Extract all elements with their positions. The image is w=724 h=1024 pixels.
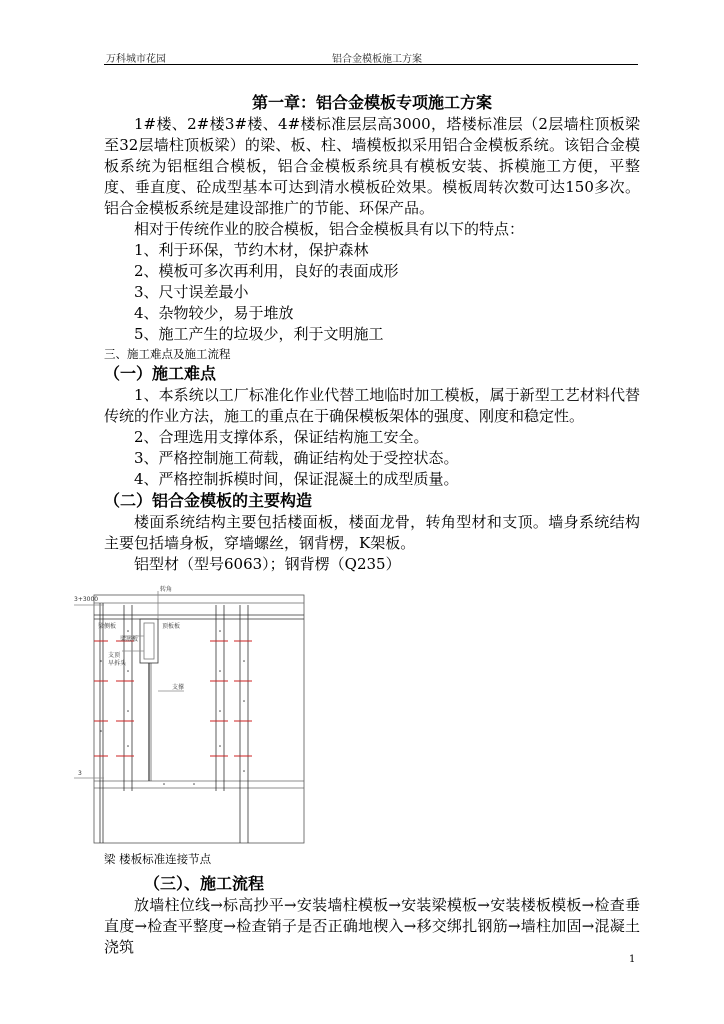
level-label: 3+3000 [74,596,99,603]
difficulty-item: 3、严格控制施工荷载，确证结构处于受控状态。 [134,449,459,467]
compare-paragraph: 相对于传统作业的胶合模板，铝合金模板具有以下的特点： [134,220,525,238]
document-body [74,92,640,958]
feature-item: 4、杂物较少，易于堆放 [134,304,294,322]
top-beam-label: 顶板板 [162,623,181,630]
materials-line: 铝型材（型号6063）；钢背楞（Q235） [134,555,401,573]
support-label: 支顶 [108,652,121,659]
structure-paragraph: 楼面系统结构主要包括楼面板，楼面龙骨，转角型材和支顶。墙身系统结构主要包括墙身板，穿墙螺丝，钢背楞，K架板。 [104,513,640,552]
feature-item: 1、利于环保，节约木材，保护森林 [134,241,369,259]
intro-paragraph: 1#楼、2#楼3#楼、4#楼标准层层高3000，塔楼标准层（2层墙柱顶板梁至32层墙柱顶板梁）的梁、板、柱、墙模板拟采用铝合金模板系统。该铝合金模板系统为铝框组合模板，铝合金模板系统具有模板安装、拆模施工方便，平整度、垂直度、砼成型基本可达到清水模板砼效果。模板周转次数可达150多次。铝合金模板系统是建设部推广的节能、环保产品。 [104,115,640,217]
header-center: 铝合金模板施工方案 [332,54,422,65]
early-strip-label: 早拆头 [108,660,127,667]
beam-side-label: 梁侧板 [98,623,117,630]
section-three-heading: 三、施工难点及施工流程 [104,347,231,361]
page-number: 1 [629,954,636,965]
prop-label: 支撑 [172,684,185,691]
header-divider [104,64,638,65]
feature-item: 2、模板可多次再利用，良好的表面成形 [134,262,399,280]
process-paragraph: 放墙柱位线→标高抄平→安装墙柱模板→安装梁模板→安装楼板模板→检查垂直度→检查平整度→检查销子是否正确地楔入→移交绑扎钢筋→墙柱加固→混凝土浇筑 [104,896,640,956]
difficulty-heading: （一）施工难点 [104,364,217,383]
difficulty-item: 1、本系统以工厂标准化作业代替工地临时加工模板，属于新型工艺材料代替传统的作业方法，施工的重点在于确保模板架体的强度、刚度和稳定性。 [104,386,640,425]
difficulty-item: 2、合理选用支撑体系，保证结构施工安全。 [134,428,429,446]
corner-label: 转角 [160,586,173,593]
figure-caption: 梁 楼板标准连接节点 [104,852,212,866]
chapter-title: 第一章：铝合金模板专项施工方案 [251,93,492,112]
header-left: 万科城市花园 [106,54,166,65]
mark-label: 3 [78,770,82,777]
difficulty-item: 4、严格控制拆模时间，保证混凝土的成型质量。 [134,470,459,488]
structure-heading: （二）铝合金模板的主要构造 [104,491,313,510]
connection-node-figure [74,581,640,851]
beam-bottom-label: 梁底板 [120,636,139,643]
feature-item: 5、施工产生的垃圾少，利于文明施工 [134,325,384,343]
formwork-drawing [74,581,304,851]
process-heading: （三）、施工流程 [144,874,265,893]
feature-item: 3、尺寸误差最小 [134,283,249,301]
